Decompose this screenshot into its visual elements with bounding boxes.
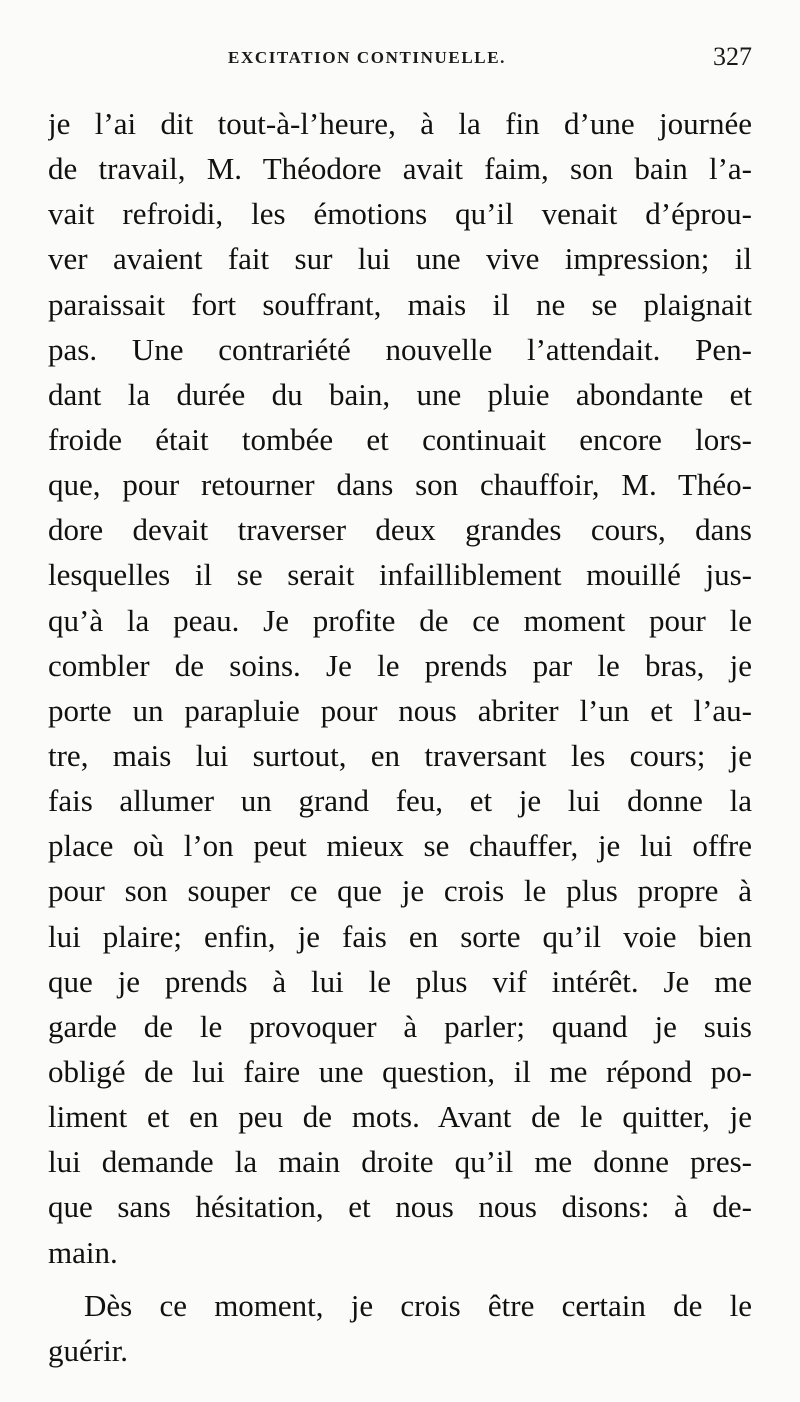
text-line: que je prends à lui le plus vif intérêt. Je me <box>48 963 752 999</box>
body-text <box>48 101 752 1373</box>
text-line: que, pour retourner dans son chauffoir, M. Théo- <box>48 467 752 503</box>
text-line: main. <box>48 1234 118 1270</box>
text-line: que sans hésitation, et nous nous disons: à de- <box>48 1189 752 1225</box>
text-line: lui plaire; enfin, je fais en sorte qu’il voie bien <box>48 918 752 954</box>
text-line: pas. Une contrariété nouvelle l’attendait. Pen- <box>48 331 752 367</box>
text-line: Dès ce moment, je crois être certain de le <box>84 1287 752 1323</box>
text-line: froide était tombée et continuait encore lors- <box>48 421 752 457</box>
text-line: je l’ai dit tout-à-l’heure, à la fin d’une journée <box>48 106 752 141</box>
text-line: pour son souper ce que je crois le plus propre à <box>48 873 752 909</box>
text-line: qu’à la peau. Je profite de ce moment pour le <box>48 602 752 638</box>
running-title: EXCITATION CONTINUELLE. <box>228 48 506 67</box>
text-line: obligé de lui faire une question, il me répond po- <box>48 1053 752 1089</box>
text-line: ver avaient fait sur lui une vive impression; il <box>48 241 752 277</box>
text-line: dant la durée du bain, une pluie abondante et <box>48 376 752 412</box>
text-line: guérir. <box>48 1332 129 1368</box>
paragraph <box>48 1283 752 1373</box>
text-line: dore devait traverser deux grandes cours, dans <box>48 512 752 548</box>
page-number: 327 <box>713 42 752 71</box>
text-line: paraissait fort souffrant, mais il ne se plaignait <box>48 286 752 322</box>
text-line: liment et en peu de mots. Avant de le quitter, je <box>48 1099 752 1135</box>
paragraph-gap <box>48 1275 752 1283</box>
text-line: lesquelles il se serait infailliblement mouillé jus- <box>48 557 752 593</box>
text-line: garde de le provoquer à parler; quand je suis <box>48 1008 752 1044</box>
text-line: lui demande la main droite qu’il me donne pres- <box>48 1144 752 1180</box>
paragraph <box>48 101 752 1275</box>
text-line: tre, mais lui surtout, en traversant les cours; je <box>48 737 752 773</box>
text-line: place où l’on peut mieux se chauffer, je lui offre <box>48 828 752 864</box>
running-head <box>48 44 752 78</box>
text-line: fais allumer un grand feu, et je lui donne la <box>48 783 752 819</box>
text-line: porte un parapluie pour nous abriter l’un et l’au- <box>48 692 752 728</box>
text-line: combler de soins. Je le prends par le bras, je <box>48 647 752 683</box>
text-line: vait refroidi, les émotions qu’il venait d’éprou- <box>48 196 752 232</box>
text-line: de travail, M. Théodore avait faim, son bain l’a- <box>48 151 752 187</box>
